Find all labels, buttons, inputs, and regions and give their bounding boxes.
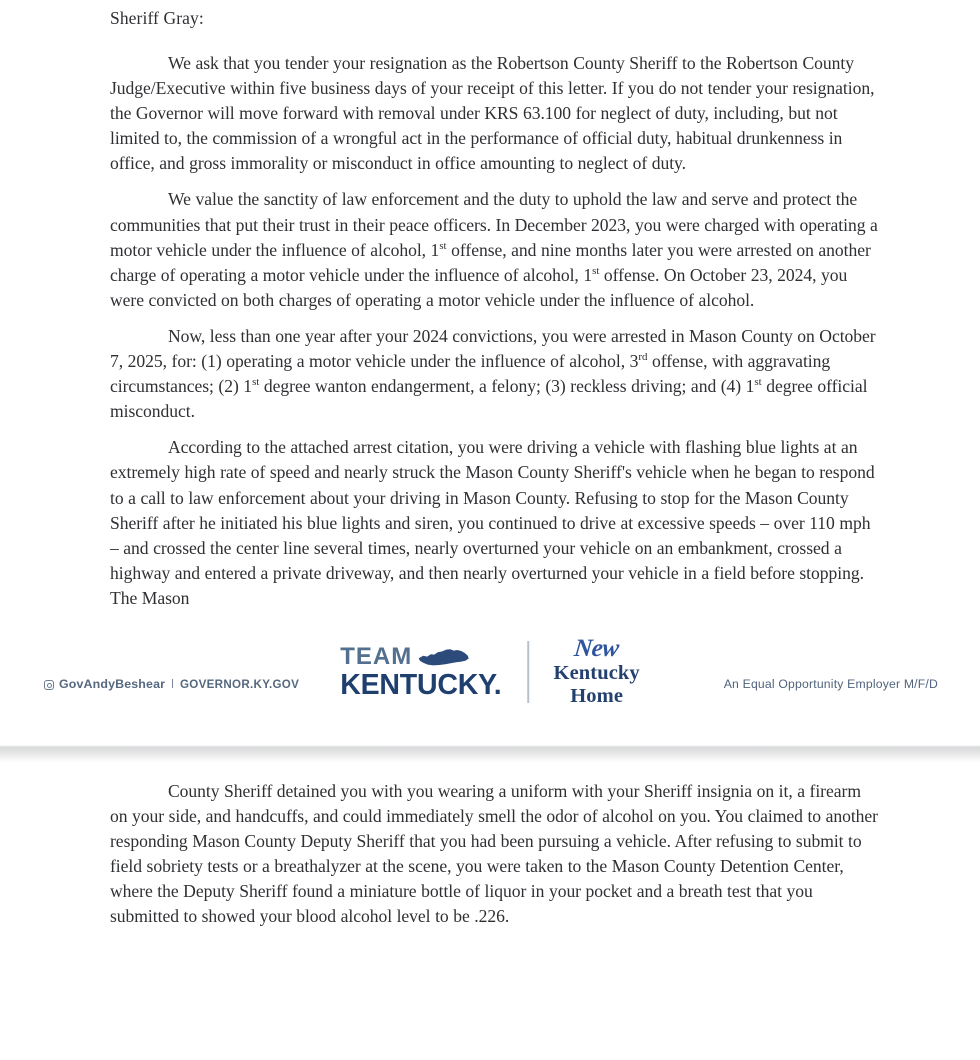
governor-handle: GovAndyBeshear: [59, 677, 166, 691]
paragraph-p4: According to the attached arrest citation, you were driving a vehicle with flashing blue lights at an extremely high rate of speed and nearly struck the Mason County Sheriff's vehicle when he began to respond to a call to law enforcement about your driving in Mason County. Refusing to stop for the Mason County Sheriff after he initiated his blue lights and siren, you continued to drive at excessive speeds – over 110 mph – and crossed the center line several times, nearly overturned your vehicle on an embankment, crossed a highway and entered a private driveway, and then nearly overturned your vehicle in a field before stopping. The Mason: [110, 437, 875, 608]
ordinal-suffix: rd: [638, 351, 648, 364]
paragraph-p5: County Sheriff detained you with you wearing a uniform with your Sheriff insignia on it, a firearm on your side, and handcuffs, and could immediately smell the odor of alcohol on you. You claimed to another responding Mason County Deputy Sheriff that you had been pursuing a vehicle. After refusing to submit to field sobriety tests or a breathalyzer at the scene, you were taken to the Mason County Detention Center, where the Deputy Sheriff found a miniature bottle of liquor in your pocket and a breath test that you submitted to showed your blood alcohol level to be .226.: [110, 781, 878, 927]
ordinal-suffix: st: [439, 239, 447, 252]
instagram-icon: [44, 680, 54, 690]
page-2-text-body: [0, 762, 980, 930]
team-kentucky-top-row: [340, 642, 469, 670]
page-separator: [0, 745, 980, 762]
ordinal-suffix: st: [754, 376, 762, 389]
team-kentucky-word-kentucky: KENTUCKY.: [340, 668, 502, 701]
new-kentucky-home-line-kentucky: Kentucky: [553, 661, 640, 684]
kentucky-state-icon: [417, 648, 469, 667]
new-kentucky-home-line-new: New: [573, 634, 621, 662]
ordinal-suffix: st: [592, 264, 600, 277]
footer-social-line: [44, 677, 299, 693]
document-page-2: [0, 762, 980, 1060]
paragraph-p1: We ask that you tender your resignation as the Robertson County Sheriff to the Robertson County Judge/Executive within five business days of your receipt of this letter. If you do not tender your resignation, the Governor will move forward with removal under KRS 63.100 for neglect of duty, including, but not limited to, the commission of a wrongful act in the performance of official duty, habitual drunkenness in office, and gross immorality or misconduct in office amounting to neglect of duty.: [110, 53, 875, 174]
new-kentucky-home-logo: [554, 636, 640, 709]
equal-opportunity-notice: An Equal Opportunity Employer M/F/D: [723, 677, 938, 691]
page-2-paragraphs: [110, 779, 880, 930]
governor-website: GOVERNOR.KY.GOV: [179, 677, 300, 691]
logo-divider: [528, 641, 530, 703]
page-footer: [0, 634, 980, 723]
page-1-paragraphs: [110, 51, 880, 611]
paragraph-p3: Now, less than one year after your 2024 convictions, you were arrested in Mason County on October 7, 2025, for: (1) operating a motor vehicle under the influence of alcohol, 3rd offense, with aggravating circumstances; (2) 1st degree wanton endangerment, a felony; (3) reckless driving; and (4) 1st degree official misconduct.: [110, 325, 876, 422]
team-kentucky-logo: [340, 642, 527, 701]
salutation: Sheriff Gray:: [110, 8, 204, 28]
new-kentucky-home-line-home: Home: [570, 685, 624, 708]
ordinal-suffix: st: [252, 376, 260, 389]
footer-logo-lockup: [340, 636, 640, 709]
paragraph-p2: We value the sanctity of law enforcement and the duty to uphold the law and serve and protect the communities that put their trust in their peace officers. In December 2023, you were charged with operating a motor vehicle under the influence of alcohol, 1st offense, and nine months later you were arrested on another charge of operating a motor vehicle under the influence of alcohol, 1st offense. On October 23, 2024, you were convicted on both charges of operating a motor vehicle under the influence of alcohol.: [110, 189, 878, 310]
team-kentucky-word-team: TEAM: [340, 642, 413, 670]
footer-separator: l: [171, 677, 174, 691]
